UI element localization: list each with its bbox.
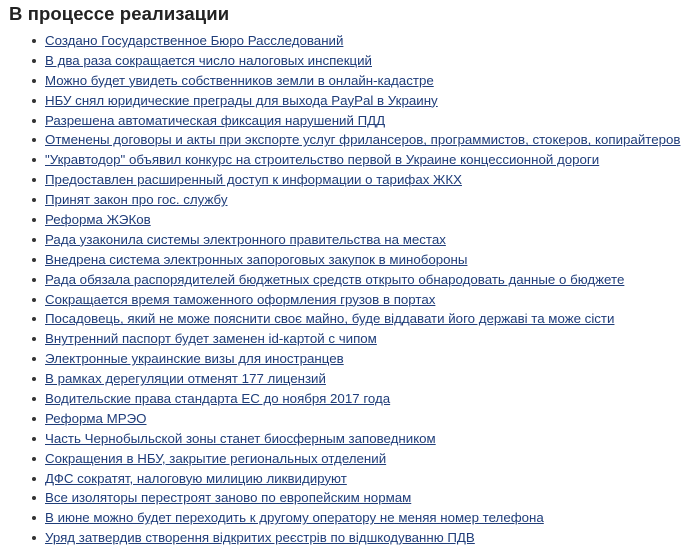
bullet-icon (32, 59, 36, 63)
news-link[interactable]: "Укравтодор" объявил конкурс на строительство первой в Украине концессионной дороги (45, 152, 600, 168)
bullet-icon (32, 536, 36, 540)
news-link[interactable]: ДФС сократят, налоговую милицию ликвидируют (45, 470, 347, 486)
list-item (0, 369, 680, 389)
list-item (0, 429, 680, 449)
bullet-icon (32, 218, 36, 222)
bullet-icon (32, 278, 36, 282)
bullet-icon (32, 79, 36, 83)
news-link[interactable]: Все изоляторы перестроят заново по европейским нормам (45, 490, 412, 506)
news-link[interactable]: Внедрена система электронных запороговых закупок в минобороны (45, 251, 468, 267)
bullet-icon (32, 437, 36, 441)
bullet-icon (32, 158, 36, 162)
list-item (0, 329, 680, 349)
news-link[interactable]: Сокращения в НБУ, закрытие региональных отделений (45, 450, 387, 466)
list-item (0, 469, 680, 489)
list-item (0, 250, 680, 270)
list-item (0, 91, 680, 111)
news-link[interactable]: Уряд затвердив створення відкритих реєстрів по відшкодуванню ПДВ (45, 530, 475, 546)
list-item (0, 290, 680, 310)
bullet-icon (32, 397, 36, 401)
bullet-icon (32, 477, 36, 481)
bullet-icon (32, 417, 36, 421)
bullet-icon (32, 317, 36, 321)
news-link[interactable]: Предоставлен расширенный доступ к информации о тарифах ЖКХ (45, 172, 462, 188)
list-item (0, 210, 680, 230)
news-link[interactable]: Рада обязала распорядителей бюджетных средств открыто обнародовать данные о бюджете (45, 271, 625, 287)
news-link[interactable]: Реформа ЖЭКов (45, 212, 151, 228)
news-link[interactable]: НБУ снял юридические преграды для выхода PayPal в Украину (45, 92, 438, 108)
list-item (0, 130, 680, 150)
list-item (0, 309, 680, 329)
list-item (0, 111, 680, 131)
list-item (0, 51, 680, 71)
bullet-icon (32, 377, 36, 381)
list-item (0, 389, 680, 409)
bullet-icon (32, 258, 36, 262)
page-title: В процессе реализации (9, 3, 230, 24)
news-link[interactable]: Отменены договоры и акты при экспорте услуг фрилансеров, программистов, стокеров, копирайтеров (45, 132, 681, 148)
list-item (0, 150, 680, 170)
news-link[interactable]: Электронные украинские визы для иностранцев (45, 351, 344, 367)
news-link[interactable]: Создано Государственное Бюро Расследований (45, 33, 344, 48)
news-link[interactable]: В рамках дерегуляции отменят 177 лицензий (45, 371, 326, 387)
list-item (0, 190, 680, 210)
bullet-icon (32, 99, 36, 103)
bullet-icon (32, 357, 36, 361)
news-link[interactable]: Рада узаконила системы электронного правительства на местах (45, 231, 446, 247)
list-item (0, 409, 680, 429)
list-item (0, 528, 680, 548)
news-link[interactable]: Принят закон про гос. службу (45, 192, 228, 208)
news-link[interactable]: Часть Чернобыльской зоны станет биосферным заповедником (45, 430, 436, 446)
list-item (0, 270, 680, 290)
list-item (0, 230, 680, 250)
list-item (0, 31, 680, 51)
news-list (0, 31, 680, 548)
list-item (0, 508, 680, 528)
news-link[interactable]: В июне можно будет переходить к другому оператору не меняя номер телефона (45, 510, 544, 526)
news-link[interactable]: В два раза сокращается число налоговых инспекций (45, 52, 372, 68)
bullet-icon (32, 138, 36, 142)
bullet-icon (32, 457, 36, 461)
bullet-icon (32, 198, 36, 202)
news-link[interactable]: Сокращается время таможенного оформления грузов в портах (45, 291, 436, 307)
bullet-icon (32, 516, 36, 520)
list-item (0, 449, 680, 469)
news-link[interactable]: Посадовець, який не може пояснити своє майно, буде віддавати його державі та може сісти (45, 311, 615, 327)
news-link[interactable]: Внутренний паспорт будет заменен id-картой с чипом (45, 331, 377, 347)
bullet-icon (32, 298, 36, 302)
list-item (0, 349, 680, 369)
news-link[interactable]: Разрешена автоматическая фиксация нарушений ПДД (45, 112, 386, 128)
news-link[interactable]: Реформа МРЭО (45, 410, 147, 426)
bullet-icon (32, 178, 36, 182)
news-link[interactable]: Водительские права стандарта ЕС до ноября 2017 года (45, 391, 391, 407)
list-item (0, 170, 680, 190)
list-item (0, 488, 680, 508)
bullet-icon (32, 39, 36, 43)
bullet-icon (32, 496, 36, 500)
bullet-icon (32, 238, 36, 242)
bullet-icon (32, 119, 36, 123)
list-item (0, 71, 680, 91)
news-link[interactable]: Можно будет увидеть собственников земли в онлайн-кадастре (45, 72, 434, 88)
bullet-icon (32, 337, 36, 341)
